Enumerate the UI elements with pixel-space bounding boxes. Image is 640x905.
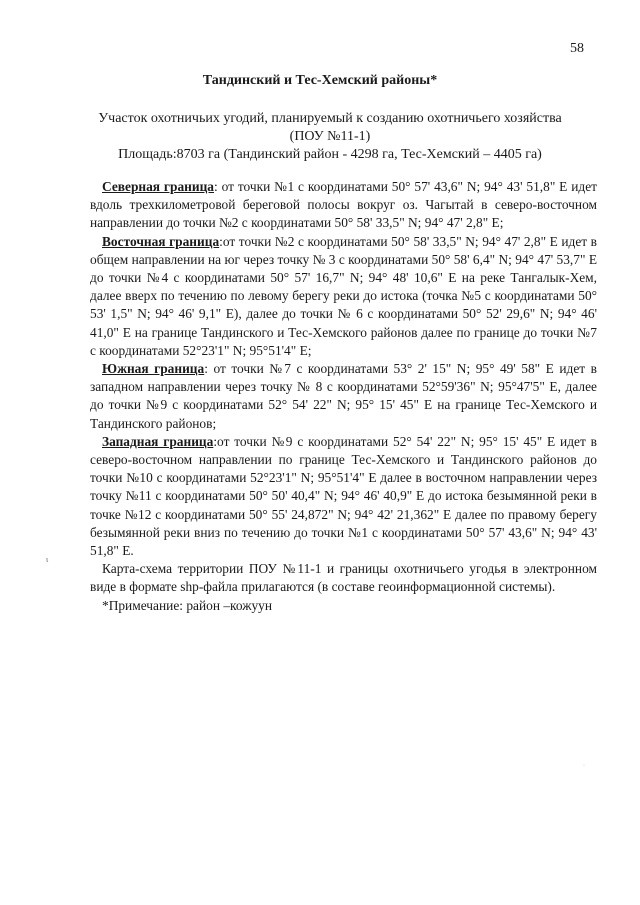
area-header — [60, 110, 600, 164]
south-boundary-label: Южная граница — [102, 361, 205, 377]
north-boundary-label: Северная граница — [102, 179, 214, 194]
area-code: (ПОУ №11-1) — [289, 129, 371, 144]
west-boundary-text: :от точки №9 с координатами 52° 54' 22" N; 95° 15' 45" E идет в северо-восточном направлении по границе Тес-Хемского и Тандинского районов до точки №10 с координатами 52°23'1" N; 95°51'4" E далее в восточном направлении через точку №11 с координатами 50° 50' 40,4" N; 94° 46' 40,9" E до истока безымянной реки в точке №12 с координатами 50° 55' 24,872" N; 94° 42' 21,362" E далее по правому берегу безымянной реки вниз по течению до точки №1 с координатами 50° 57' 43,6" N; 94° 43' 51,8" E. — [90, 433, 597, 559]
area-description: Участок охотничьих угодий, планируемый к созданию охотничьего хозяйства — [98, 111, 562, 126]
west-boundary-label: Западная граница — [102, 433, 214, 449]
east-boundary-label: Восточная граница — [102, 233, 220, 249]
footnote: *Примечание: район –кожуун — [102, 597, 273, 613]
corner-mark: · — [583, 763, 585, 769]
margin-mark: ɩ — [46, 555, 49, 564]
south-boundary-paragraph — [90, 360, 597, 433]
south-boundary-text: : от точки №7 с координатами 53° 2' 15" N; 95° 49' 58" E идет в западном направлении через точку № 8 с координатами 52°59'36" N; 95°47'5" E, далее до точки №9 с координатами 52° 54' 22" N; 95° 15' 45" E на границе Тес-Хемского и Тандинского районов; — [90, 361, 597, 431]
north-boundary-text: : от точки №1 с координатами 50° 57' 43,6" N; 94° 43' 51,8" E идет вдоль трехкилометровой береговой полосы вокруг оз. Чагытай в северо-восточном направлении до точки №2 с координатами 50° 58' 33,5" N; 94° 47' 2,8" E; — [90, 179, 598, 231]
map-note: Карта-схема территории ПОУ №11-1 и границы охотничьего угодья в электронном виде в формате shp-файла прилагаются (в составе геоинформационной системы). — [90, 561, 597, 595]
east-boundary-text: :от точки №2 с координатами 50° 58' 33,5" N; 94° 47' 2,8" E идет в общем направлении на юг через точку № 3 с координатами 50° 58' 6,4" N; 94° 47' 53,7" E до точки №4 с координатами 50° 57' 16,7" N; 94° 48' 10,6" E на реке Тангалык-Хем, далее вверх по течению по левому берегу реки до истока (точка №5 с координатами 50° 53' 1,5" N; 94° 46' 9,1" E), далее до точки № 6 с координатами 50° 52' 29,6" N; 94° 46' 41,0" E на границе Тандинского и Тес-Хемского районов далее по границе до точки №7 с координатами 52°23'1" N; 95°51'4" E; — [90, 233, 597, 358]
page-number: 58 — [570, 41, 584, 56]
east-boundary-paragraph — [90, 233, 597, 360]
area-size: Площадь:8703 га (Тандинский район - 4298 га, Тес-Хемский – 4405 га) — [118, 147, 542, 162]
boundaries-description — [90, 178, 597, 615]
north-boundary-paragraph — [90, 178, 597, 233]
document-title: Тандинский и Тес-Хемский районы* — [202, 73, 438, 88]
west-boundary-paragraph — [90, 433, 597, 560]
